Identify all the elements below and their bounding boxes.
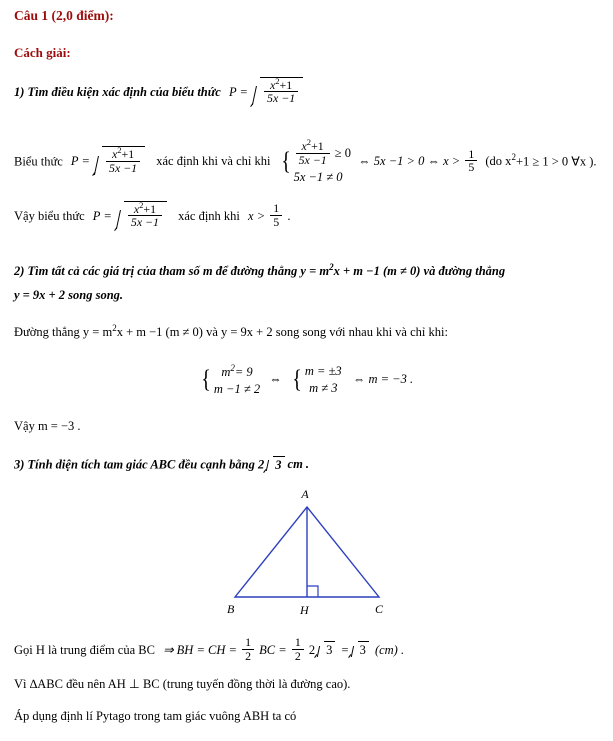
sqrt-expression — [115, 201, 167, 231]
fraction: $\frac{x^2+1}{5x -1}$ — [128, 201, 162, 229]
part3-line1: Gọi H là trung điểm của BC ⇒ BH = CH = $\frac{1}{2}$ BC = $\frac{1}{2}$ 2 3 = 3 (cm) . — [14, 635, 405, 663]
part1-title — [14, 75, 303, 108]
solution-subheading: Cách giải: — [14, 45, 71, 60]
vertex-label-H: H — [299, 603, 309, 617]
part2-title-line1: 2) Tìm tất cả các giá trị của tham số m để đường thẳng $y = m^2x + m -1$ (m ≠ 0) và đường thẳng — [14, 262, 506, 279]
part2-body-line: Đường thẳng $y = m^2x + m -1$ (m ≠ 0) và y = 9x + 2 song song với nhau khi và chỉ khi: — [14, 323, 448, 340]
radical-icon — [349, 641, 358, 658]
vertex-label-A: A — [300, 487, 309, 501]
system-of-conditions: { $\frac{x^2+1}{5x -1}$ ≥ 0 5x −1 ≠ 0 — [280, 137, 352, 184]
part1-sqrt-expression — [251, 77, 303, 107]
part2-system-block — [0, 363, 613, 397]
part2-conclusion: Vậy m = −3 . — [14, 419, 81, 433]
sqrt-3: 3 — [264, 456, 284, 473]
fraction: $\frac{x^2+1}{5x -1}$ — [296, 138, 330, 166]
sqrt-3: 3 — [315, 641, 335, 658]
triangle-svg — [217, 485, 397, 620]
radical-icon — [315, 641, 324, 658]
fraction: $\frac{1}{2}$ — [292, 636, 304, 662]
equivalence-symbol: ⇔ — [269, 371, 282, 386]
part1-condition-line: Biểu thức P = $\frac{x^2+1}{5x -1}$ xác định khi và chỉ khi { $\frac{x^2+1}{5x -1}$ ≥ 0 5x −1 ≠ 0 ⇔ 5x −1 > 0 ⇔ x > $\frac{1}{5}$ (do $x^2+1 \ge 1 > 0$ ∀x ). — [14, 137, 597, 184]
part3-line3: Áp dụng định lí Pytago trong tam giác vuông ABH ta có — [14, 709, 297, 723]
fraction-one-fifth: $\frac{1}{5}$ — [465, 148, 477, 174]
part2-result: ⇔ m = −3 . — [352, 371, 414, 386]
triangle-figure — [0, 485, 613, 624]
part3-title: 3) Tính diện tích tam giác ABC đều cạnh bằng 2 3 cm . — [14, 457, 310, 472]
brace-icon: { — [201, 365, 211, 393]
part1-title-text: 1) Tìm điều kiện xác định của biểu thức — [14, 84, 221, 99]
vertex-label-C: C — [374, 602, 383, 616]
part2-title-line2: y = 9x + 2 song song. — [14, 288, 124, 302]
radical-icon — [93, 146, 102, 176]
fraction: $\frac{1}{5}$ — [270, 202, 282, 228]
fraction: $\frac{1}{2}$ — [242, 636, 254, 662]
radical-icon — [264, 456, 273, 473]
sqrt-expression — [93, 146, 145, 176]
part1-expr-P: P = — [228, 84, 248, 99]
radical-icon — [251, 77, 260, 107]
sqrt-3: 3 — [349, 641, 369, 658]
system-left: { $m^2= 9$ m −1 ≠ 2 — [201, 363, 261, 397]
fraction: $\frac{x^2+1}{5x -1}$ — [106, 146, 140, 174]
right-angle-marker — [307, 586, 318, 597]
brace-icon: { — [292, 365, 302, 393]
brace-icon: { — [280, 148, 291, 176]
radical-icon — [115, 201, 124, 231]
part1-conclusion-line: Vậy biểu thức P = $\frac{x^2+1}{5x -1}$ xác định khi x > $\frac{1}{5}$ . — [14, 199, 291, 230]
vertex-label-B: B — [226, 602, 234, 616]
fraction: $\frac{x^2+1}{5x -1}$ — [264, 77, 298, 105]
part3-line2: Vì ∆ABC đều nên AH ⊥ BC (trung tuyến đồng thời là đường cao). — [14, 677, 351, 691]
system-right: { m = ±3 m ≠ 3 — [292, 364, 342, 396]
page-title: Câu 1 (2,0 điểm): — [14, 8, 114, 23]
